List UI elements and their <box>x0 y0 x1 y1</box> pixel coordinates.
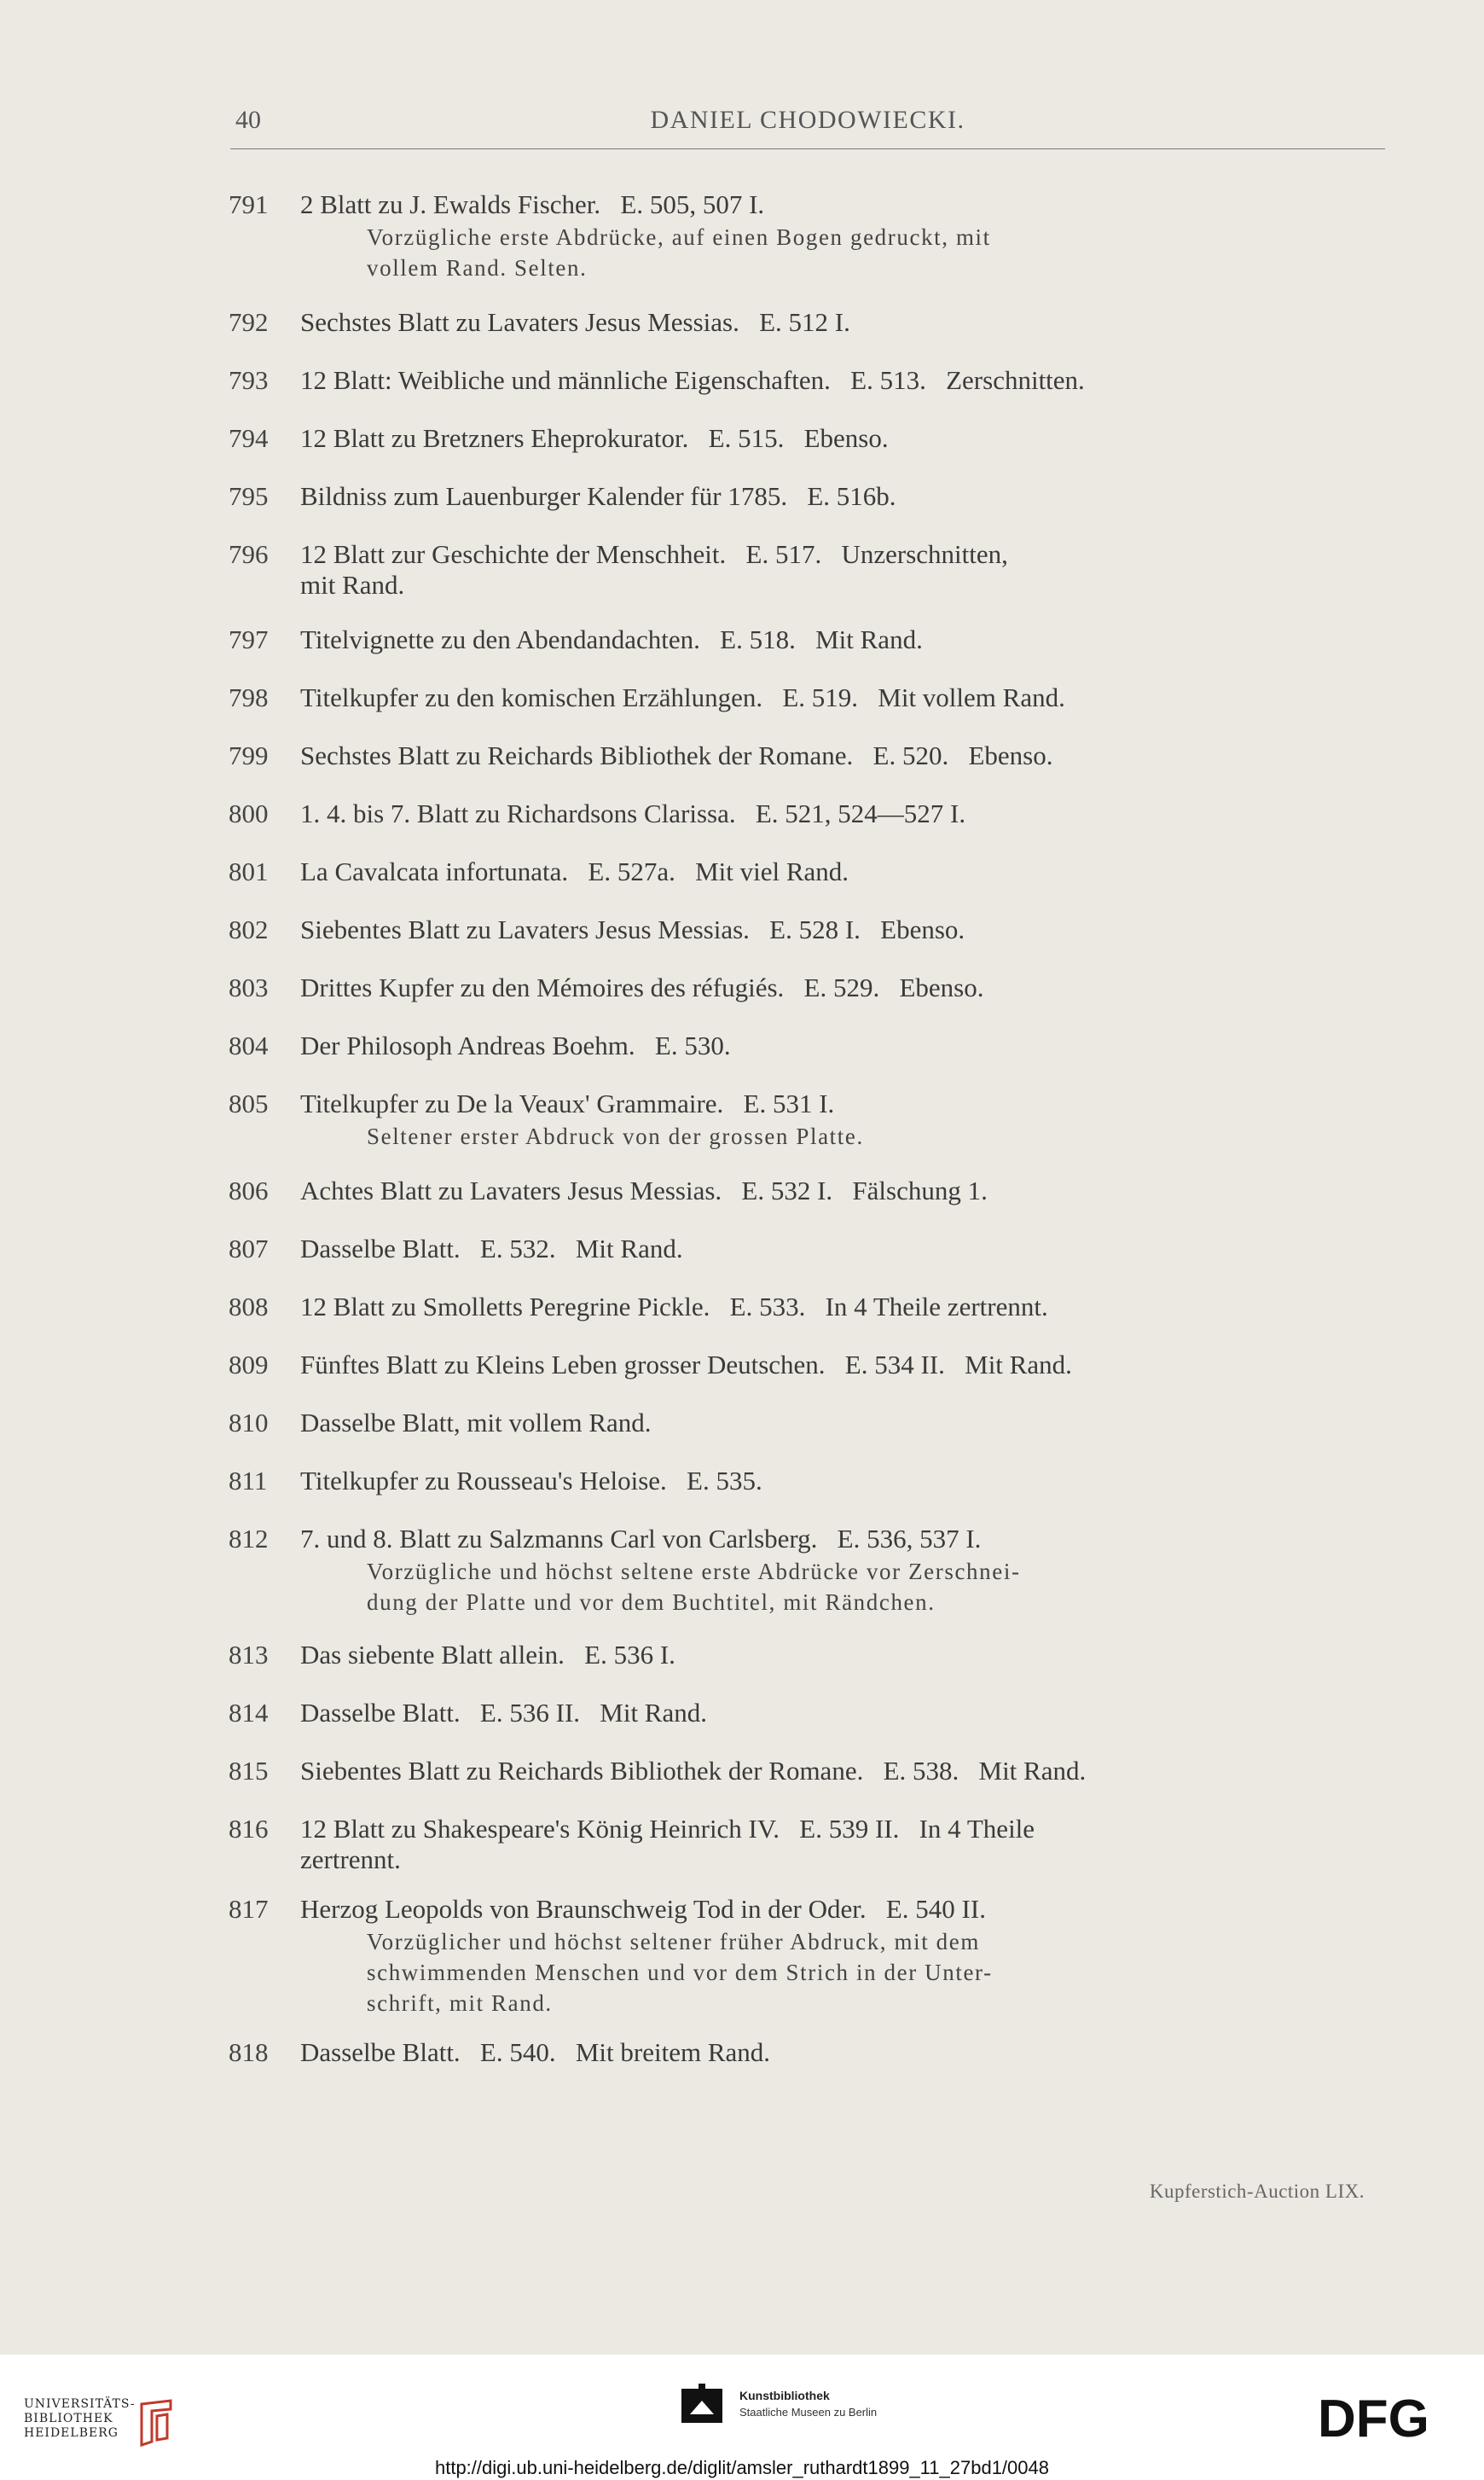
entry-number: 815 <box>229 1756 269 1786</box>
entry-text: 12 Blatt: Weibliche und männliche Eigenschaften. E. 513. Zerschnitten. <box>300 365 1085 395</box>
page-header <box>230 97 1385 149</box>
footer-bar <box>0 2355 1484 2480</box>
entry-text: Titelkupfer zu den komischen Erzählungen. E. 519. Mit vollem Rand. <box>300 682 1065 712</box>
catalogue-entry <box>229 915 1385 945</box>
catalogue-entry <box>229 1640 1385 1670</box>
auction-reference: Kupferstich-Auction LIX. <box>1149 2181 1365 2202</box>
entry-text: Der Philosoph Andreas Boehm. E. 530. <box>300 1031 731 1060</box>
catalogue-entry <box>229 1408 1385 1438</box>
entry-text: Dasselbe Blatt. E. 536 II. Mit Rand. <box>300 1698 707 1728</box>
entry-text: Drittes Kupfer zu den Mémoires des réfugiés. E. 529. Ebenso. <box>300 973 984 1002</box>
entry-number: 813 <box>229 1640 269 1670</box>
catalogue-entry <box>229 1176 1385 1206</box>
kunstbibliothek-title: Kunstbibliothek <box>739 2389 830 2402</box>
kunstbibliothek-logo[interactable] <box>678 2380 934 2431</box>
catalogue-entry <box>229 423 1385 454</box>
entry-text: Titelkupfer zu De la Veaux' Grammaire. E. 531 I. <box>300 1089 835 1118</box>
catalogue-entry <box>229 973 1385 1003</box>
catalogue-entry <box>229 481 1385 512</box>
entry-text: Bildniss zum Lauenburger Kalender für 1785. E. 516b. <box>300 481 896 511</box>
source-url-link[interactable]: http://digi.ub.uni-heidelberg.de/diglit/amsler_ruthardt1899_11_27bd1/0048 <box>434 2457 1049 2478</box>
entry-text: Dasselbe Blatt, mit vollem Rand. <box>300 1408 652 1437</box>
catalogue-entry <box>229 1466 1385 1496</box>
catalogue-entry <box>229 1698 1385 1728</box>
entry-text: Titelvignette zu den Abendandachten. E. 518. Mit Rand. <box>300 624 923 654</box>
entry-number: 805 <box>229 1089 269 1118</box>
entry-number: 800 <box>229 799 269 828</box>
entry-number: 795 <box>229 481 269 511</box>
entry-text: 12 Blatt zu Bretzners Eheprokurator. E. 515. Ebenso. <box>300 423 889 453</box>
running-title: DANIEL CHODOWIECKI. <box>650 106 965 134</box>
entry-number: 818 <box>229 2037 269 2067</box>
ub-line-1: UNIVERSITÄTS- <box>24 2397 136 2411</box>
entry-number: 803 <box>229 973 269 1002</box>
entry-number: 799 <box>229 741 269 770</box>
entry-number: 797 <box>229 624 269 654</box>
entry-text: Herzog Leopolds von Braunschweig Tod in der Oder. E. 540 II. <box>300 1894 986 1924</box>
entry-number: 814 <box>229 1698 269 1728</box>
entry-number: 798 <box>229 682 269 712</box>
entry-number: 816 <box>229 1814 269 1844</box>
entry-text: Sechstes Blatt zu Reichards Bibliothek der Romane. E. 520. Ebenso. <box>300 741 1053 770</box>
entry-number: 791 <box>229 189 269 219</box>
ub-heidelberg-logo[interactable] <box>24 2397 194 2457</box>
catalogue-entry <box>229 539 1385 601</box>
page-number: 40 <box>235 106 261 134</box>
entry-number: 817 <box>229 1894 269 1924</box>
kunstbibliothek-emblem-icon <box>678 2380 726 2428</box>
kunstbibliothek-subtitle: Staatliche Museen zu Berlin <box>739 2406 878 2419</box>
entry-note-line: schwimmenden Menschen und vor dem Strich in der Unter- <box>367 1960 993 1985</box>
entry-note-line: dung der Platte und vor dem Buchtitel, mit Rändchen. <box>367 1589 936 1615</box>
entry-text: Titelkupfer zu Rousseau's Heloise. E. 535. <box>300 1466 762 1496</box>
entry-number: 810 <box>229 1408 269 1437</box>
entry-text: 7. und 8. Blatt zu Salzmanns Carl von Carlsberg. E. 536, 537 I. <box>300 1524 982 1554</box>
entry-number: 793 <box>229 365 269 395</box>
entry-text: Achtes Blatt zu Lavaters Jesus Messias. E. 532 I. Fälschung 1. <box>300 1176 988 1205</box>
catalogue-entry <box>229 307 1385 338</box>
dfg-logo[interactable] <box>1318 2390 1467 2443</box>
ub-line-3: HEIDELBERG <box>24 2426 119 2440</box>
entry-number: 807 <box>229 1234 269 1263</box>
entry-number: 801 <box>229 857 269 886</box>
entry-text: Sechstes Blatt zu Lavaters Jesus Messias. E. 512 I. <box>300 307 850 337</box>
entry-number: 794 <box>229 423 269 453</box>
catalogue-entry <box>229 1089 1385 1152</box>
ub-emblem-icon <box>135 2397 177 2448</box>
entry-number: 811 <box>229 1466 268 1496</box>
entry-text-continuation: mit Rand. <box>300 570 405 600</box>
dfg-logo-text: DFG <box>1318 2390 1429 2443</box>
entry-text: Das siebente Blatt allein. E. 536 I. <box>300 1640 675 1670</box>
entry-text: 12 Blatt zu Shakespeare's König Heinrich IV. E. 539 II. In 4 Theile <box>300 1814 1035 1844</box>
entry-number: 806 <box>229 1176 269 1205</box>
entry-number: 792 <box>229 307 269 337</box>
catalogue-entry <box>229 741 1385 771</box>
catalogue-entry <box>229 857 1385 887</box>
entry-note-line: schrift, mit Rand. <box>367 1990 553 2016</box>
entry-text: 12 Blatt zu Smolletts Peregrine Pickle. E. 533. In 4 Theile zertrennt. <box>300 1292 1048 1321</box>
entry-text: Fünftes Blatt zu Kleins Leben grosser Deutschen. E. 534 II. Mit Rand. <box>300 1350 1072 1379</box>
catalogue-entries <box>229 189 1385 2095</box>
catalogue-entry <box>229 1350 1385 1380</box>
catalogue-entry <box>229 799 1385 829</box>
catalogue-entry <box>229 2037 1385 2068</box>
entry-number: 802 <box>229 915 269 944</box>
entry-text: Siebentes Blatt zu Lavaters Jesus Messias. E. 528 I. Ebenso. <box>300 915 965 944</box>
entry-note-line: Seltener erster Abdruck von der grossen Platte. <box>367 1124 864 1149</box>
entry-text: 12 Blatt zur Geschichte der Menschheit. E. 517. Unzerschnitten, <box>300 539 1008 569</box>
catalogue-entry <box>229 1292 1385 1322</box>
entry-note-line: Vorzügliche erste Abdrücke, auf einen Bogen gedruckt, mit <box>367 224 991 250</box>
entry-text: La Cavalcata infortunata. E. 527a. Mit viel Rand. <box>300 857 849 886</box>
catalogue-entry <box>229 189 1385 283</box>
catalogue-entry <box>229 1234 1385 1264</box>
entry-note-line: Vorzüglicher und höchst seltener früher Abdruck, mit dem <box>367 1929 980 1954</box>
entry-text-continuation: zertrennt. <box>300 1844 401 1874</box>
entry-note-line: vollem Rand. Selten. <box>367 255 588 281</box>
catalogue-entry <box>229 1031 1385 1061</box>
entry-number: 796 <box>229 539 269 569</box>
catalogue-entry <box>229 1894 1385 2018</box>
entry-number: 812 <box>229 1524 269 1554</box>
catalogue-entry <box>229 682 1385 713</box>
entry-number: 809 <box>229 1350 269 1379</box>
entry-note-line: Vorzügliche und höchst seltene erste Abdrücke vor Zerschnei- <box>367 1559 1021 1584</box>
entry-text: Dasselbe Blatt. E. 532. Mit Rand. <box>300 1234 683 1263</box>
entry-text: 2 Blatt zu J. Ewalds Fischer. E. 505, 507 I. <box>300 189 765 219</box>
ub-line-2: BIBLIOTHEK <box>24 2412 113 2425</box>
catalogue-entry <box>229 1814 1385 1875</box>
catalogue-entry <box>229 1756 1385 1786</box>
catalogue-entry <box>229 624 1385 655</box>
entry-text: 1. 4. bis 7. Blatt zu Richardsons Clarissa. E. 521, 524—527 I. <box>300 799 966 828</box>
entry-number: 808 <box>229 1292 269 1321</box>
catalogue-entry <box>229 1524 1385 1618</box>
entry-number: 804 <box>229 1031 269 1060</box>
entry-text: Siebentes Blatt zu Reichards Bibliothek der Romane. E. 538. Mit Rand. <box>300 1756 1087 1786</box>
entry-text: Dasselbe Blatt. E. 540. Mit breitem Rand. <box>300 2037 771 2067</box>
catalogue-entry <box>229 365 1385 396</box>
